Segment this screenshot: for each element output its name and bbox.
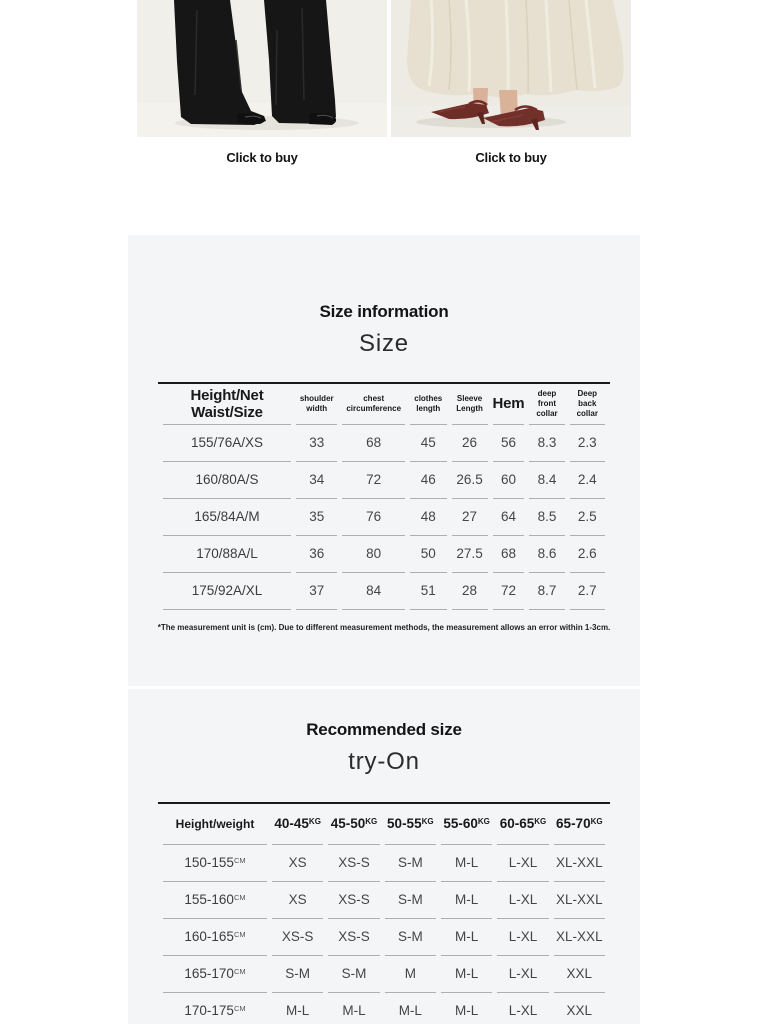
size-rec-cell: M-L bbox=[272, 993, 323, 1024]
size-rec-cell: XL-XXL bbox=[554, 919, 605, 956]
weight-unit: KG bbox=[365, 817, 378, 827]
measure-cell: 8.4 bbox=[529, 462, 564, 499]
height-range: 160-165 bbox=[184, 929, 234, 945]
hem-header: Hem bbox=[493, 384, 525, 425]
size-table-row bbox=[163, 536, 605, 573]
size-col-header: Height/Net Waist/Size bbox=[163, 384, 291, 425]
product-photo-pants[interactable] bbox=[137, 0, 387, 165]
size-rec-cell: XS bbox=[272, 845, 323, 882]
weight-range: 40-45 bbox=[274, 816, 309, 832]
height-range: 150-155 bbox=[184, 855, 234, 871]
tryon-table-row bbox=[163, 993, 605, 1024]
measure-cell: 68 bbox=[493, 536, 525, 573]
measure-cell: 8.5 bbox=[529, 499, 564, 536]
size-info-subtitle: Size information bbox=[319, 302, 449, 321]
weight-col-header bbox=[328, 804, 379, 845]
height-unit: CM bbox=[233, 893, 246, 903]
size-rec-cell: M bbox=[385, 956, 436, 993]
measure-cell: 34 bbox=[296, 462, 337, 499]
height-unit: CM bbox=[233, 856, 246, 866]
weight-range: 50-55 bbox=[387, 816, 422, 832]
weight-col-header bbox=[272, 804, 323, 845]
size-rec-cell: M-L bbox=[441, 993, 492, 1024]
size-title: Size bbox=[359, 330, 409, 358]
buy-link-skirt[interactable]: Click to buy bbox=[475, 150, 547, 165]
size-rec-cell: S-M bbox=[385, 882, 436, 919]
measure-cell: 37 bbox=[296, 573, 337, 610]
tryon-table-row bbox=[163, 882, 605, 919]
height-weight-header: Height/weight bbox=[163, 804, 267, 845]
measure-cell: 56 bbox=[493, 425, 525, 462]
measure-cell: 2.3 bbox=[570, 425, 605, 462]
measure-cell: 2.5 bbox=[570, 499, 605, 536]
height-unit: CM bbox=[233, 1004, 246, 1014]
height-range: 165-170 bbox=[184, 966, 234, 982]
tryon-table-row bbox=[163, 919, 605, 956]
size-rec-cell: M-L bbox=[441, 919, 492, 956]
tryon-title: try-On bbox=[348, 748, 420, 776]
measure-cell: 51 bbox=[410, 573, 447, 610]
size-rec-cell: L-XL bbox=[497, 919, 548, 956]
size-rec-cell: XL-XXL bbox=[554, 882, 605, 919]
weight-range: 55-60 bbox=[443, 816, 478, 832]
height-cell bbox=[163, 882, 267, 919]
recommended-size-subtitle: Recommended size bbox=[306, 719, 462, 739]
black-pants-image bbox=[137, 0, 387, 137]
measure-cell: 8.6 bbox=[529, 536, 564, 573]
beige-skirt-heels-image bbox=[391, 0, 631, 137]
measure-cell: 60 bbox=[493, 462, 525, 499]
size-table-header-row bbox=[163, 384, 605, 425]
product-link-row bbox=[137, 0, 631, 165]
size-rec-cell: L-XL bbox=[497, 993, 548, 1024]
weight-col-header bbox=[554, 804, 605, 845]
measure-cell: 8.7 bbox=[529, 573, 564, 610]
measure-cell: 26.5 bbox=[452, 462, 488, 499]
deep-front-collar-header: deep front collar bbox=[529, 384, 564, 425]
size-rec-cell: XXL bbox=[554, 993, 605, 1024]
height-unit: CM bbox=[233, 930, 246, 940]
measure-cell: 76 bbox=[342, 499, 404, 536]
tryon-table-row bbox=[163, 845, 605, 882]
weight-unit: KG bbox=[308, 817, 321, 827]
size-rec-cell: XS-S bbox=[272, 919, 323, 956]
size-label-cell: 170/88A/L bbox=[163, 536, 291, 573]
size-rec-cell: L-XL bbox=[497, 882, 548, 919]
size-rec-cell: M-L bbox=[441, 845, 492, 882]
measure-cell: 8.3 bbox=[529, 425, 564, 462]
sleeve-length-header: Sleeve Length bbox=[452, 384, 488, 425]
size-rec-cell: S-M bbox=[385, 919, 436, 956]
size-table bbox=[158, 382, 610, 610]
size-rec-cell: XS-S bbox=[328, 882, 379, 919]
measure-cell: 33 bbox=[296, 425, 337, 462]
height-unit: CM bbox=[233, 967, 246, 977]
measure-cell: 72 bbox=[493, 573, 525, 610]
size-label-cell: 175/92A/XL bbox=[163, 573, 291, 610]
measure-cell: 64 bbox=[493, 499, 525, 536]
size-rec-cell: M-L bbox=[441, 882, 492, 919]
size-table-row bbox=[163, 499, 605, 536]
measure-cell: 50 bbox=[410, 536, 447, 573]
tryon-table-header-row bbox=[163, 804, 605, 845]
weight-range: 45-50 bbox=[330, 816, 366, 832]
weight-unit: KG bbox=[534, 817, 547, 827]
measure-cell: 48 bbox=[410, 499, 447, 536]
weight-unit: KG bbox=[477, 817, 490, 827]
buy-link-pants[interactable]: Click to buy bbox=[226, 150, 298, 165]
size-label-cell: 155/76A/XS bbox=[163, 425, 291, 462]
measure-cell: 84 bbox=[342, 573, 404, 610]
measure-cell: 26 bbox=[452, 425, 488, 462]
measure-cell: 27.5 bbox=[452, 536, 488, 573]
size-rec-cell: XXL bbox=[554, 956, 605, 993]
size-rec-cell: S-M bbox=[272, 956, 323, 993]
size-rec-cell: L-XL bbox=[497, 956, 548, 993]
clothes-length-header: clothes length bbox=[410, 384, 447, 425]
recommended-size-panel bbox=[128, 689, 640, 1024]
weight-unit: KG bbox=[590, 817, 603, 827]
chest-circumference-header: chest circumference bbox=[342, 384, 404, 425]
measure-cell: 35 bbox=[296, 499, 337, 536]
size-rec-cell: M-L bbox=[385, 993, 436, 1024]
weight-col-header bbox=[385, 804, 436, 845]
size-label-cell: 160/80A/S bbox=[163, 462, 291, 499]
product-photo-skirt[interactable] bbox=[391, 0, 631, 165]
measure-cell: 72 bbox=[342, 462, 404, 499]
size-information-panel bbox=[128, 235, 640, 686]
weight-col-header bbox=[441, 804, 492, 845]
size-rec-cell: M-L bbox=[328, 993, 379, 1024]
height-range: 170-175 bbox=[184, 1003, 234, 1019]
size-rec-cell: S-M bbox=[328, 956, 379, 993]
height-cell bbox=[163, 956, 267, 993]
measure-cell: 27 bbox=[452, 499, 488, 536]
size-rec-cell: XL-XXL bbox=[554, 845, 605, 882]
height-cell bbox=[163, 845, 267, 882]
weight-range: 65-70 bbox=[556, 816, 591, 832]
size-table-row bbox=[163, 425, 605, 462]
measure-cell: 2.6 bbox=[570, 536, 605, 573]
height-cell bbox=[163, 993, 267, 1024]
measure-cell: 2.7 bbox=[570, 573, 605, 610]
measurement-footnote: *The measurement unit is (cm). Due to different measurement methods, the measurement allows an error within 1-3cm. bbox=[157, 622, 611, 632]
measure-cell: 28 bbox=[452, 573, 488, 610]
deep-back-collar-header: Deep back collar bbox=[570, 384, 605, 425]
measure-cell: 2.4 bbox=[570, 462, 605, 499]
weight-col-header bbox=[497, 804, 548, 845]
weight-range: 60-65 bbox=[499, 816, 535, 832]
tryon-table-row bbox=[163, 956, 605, 993]
size-table-row bbox=[163, 573, 605, 610]
measure-cell: 36 bbox=[296, 536, 337, 573]
weight-unit: KG bbox=[421, 817, 434, 827]
shoulder-width-header: shoulder width bbox=[296, 384, 337, 425]
size-rec-cell: L-XL bbox=[497, 845, 548, 882]
size-rec-cell: XS-S bbox=[328, 919, 379, 956]
size-rec-cell: XS bbox=[272, 882, 323, 919]
size-label-cell: 165/84A/M bbox=[163, 499, 291, 536]
size-rec-cell: XS-S bbox=[328, 845, 379, 882]
measure-cell: 46 bbox=[410, 462, 447, 499]
height-range: 155-160 bbox=[184, 892, 234, 908]
tryon-table bbox=[158, 802, 610, 1024]
size-rec-cell: S-M bbox=[385, 845, 436, 882]
height-cell bbox=[163, 919, 267, 956]
measure-cell: 80 bbox=[342, 536, 404, 573]
measure-cell: 68 bbox=[342, 425, 404, 462]
size-table-row bbox=[163, 462, 605, 499]
size-rec-cell: M-L bbox=[441, 956, 492, 993]
measure-cell: 45 bbox=[410, 425, 447, 462]
